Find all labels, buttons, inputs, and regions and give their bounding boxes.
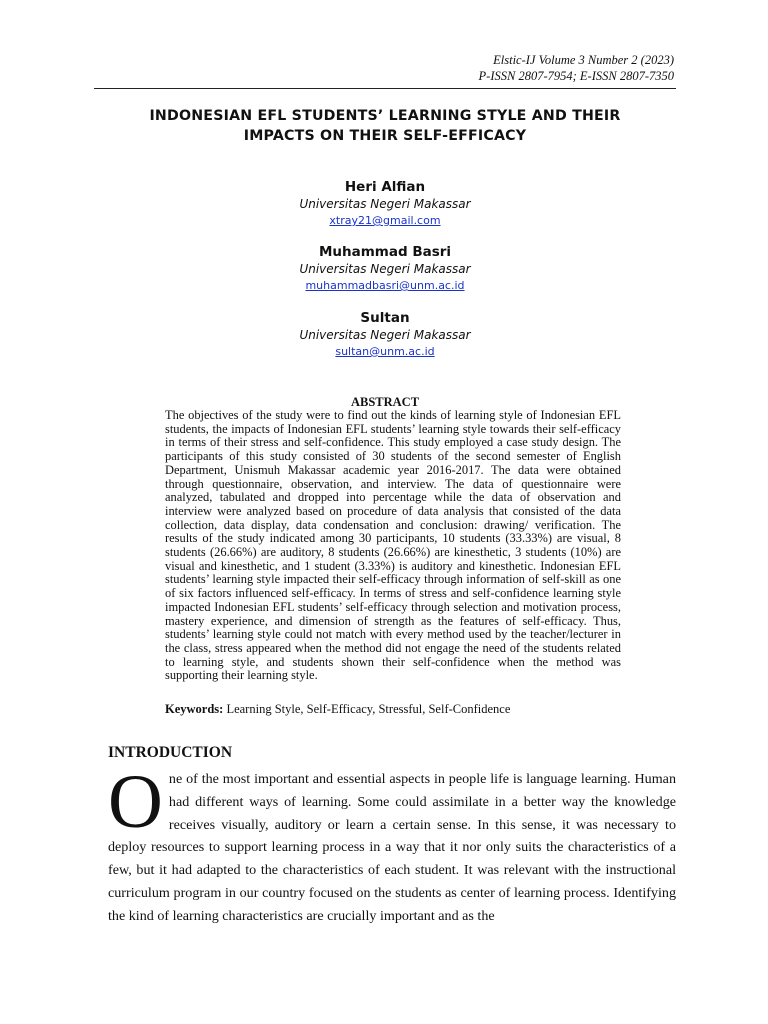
title-line-2: IMPACTS ON THEIR SELF-EFFICACY — [243, 128, 527, 144]
keywords-text: Learning Style, Self-Efficacy, Stressful, Self-Confidence — [223, 702, 511, 716]
title-line-1: INDONESIAN EFL STUDENTS’ LEARNING STYLE AND THEIR — [149, 108, 621, 124]
author-name: Heri Alfian — [344, 179, 426, 195]
drop-cap-letter: O — [108, 760, 163, 844]
keywords-label: Keywords: — [165, 702, 224, 716]
author-3 — [94, 309, 676, 360]
author-email-link[interactable]: xtray21@gmail.com — [329, 214, 441, 227]
header-divider — [94, 88, 676, 89]
journal-header — [479, 52, 674, 84]
author-1 — [94, 178, 676, 229]
keywords-line — [165, 702, 621, 717]
journal-volume-line: Elstic-IJ Volume 3 Number 2 (2023) — [493, 53, 674, 67]
abstract-heading: ABSTRACT — [350, 395, 420, 409]
author-2 — [94, 243, 676, 294]
introduction-body: ne of the most important and essential aspects in people life is language learning. Human had different ways of learning. Some could assimilate in a better way the knowledge receives visually, auditory or learn a certain sense. In this sense, it was necessary to deploy resources to support learning process in a way that it nor only suits the characteristics of a few, but it had adapted to the characteristics of each student. It was relevant with the instructional curriculum program in our country focused on the students as center of learning process. Identifying the kind of learning characteristics are crucially important and as the — [108, 771, 676, 924]
paper-title — [94, 106, 676, 146]
author-name: Muhammad Basri — [318, 244, 452, 260]
abstract-body: The objectives of the study were to find out the kinds of learning style of Indonesian EFL students, the impacts of Indonesian EFL students’ learning style towards their self-efficacy in terms of their stress and self-confidence. This study employed a case study design. The participants of this study consisted of 30 students of the second semester of English Department, Unismuh Makassar academic year 2016-2017. The data were obtained through questionnaire, observation, and interview. The data of questionnaire were analyzed, tabulated and dropped into percentage while the data of observation and interview were analyzed based on procedure of data analysis that consisted of the data collection, data display, data condensation and conclusion: drawing/ verification. The results of the study indicated among 30 participants, 10 students (33.33%) are visual, 8 students (26.66%) are auditory, 8 students (26.66%) are kinesthetic, 3 students (10%) are visual and kinesthetic, and 1 student (3.33%) is auditory and kinesthetic. Indonesian EFL students’ learning style impacted their self-efficacy through information of self-skill as one of six factors influenced self-efficacy. In terms of stress and self-confidence learning style impacted Indonesian EFL students’ self-efficacy through selection and motivation process, mastery experience, and dimension of strength as the features of self-efficacy. Thus, students’ learning style could not match with every method used by the teacher/lecturer in the class, stress appeared when the method did not engage the need of the students related to learning style, and students shown their self-confidence when the method was supporting their learning style. — [165, 408, 621, 683]
author-affiliation: Universitas Negeri Makassar — [299, 328, 471, 342]
author-name: Sultan — [360, 310, 410, 326]
introduction-paragraph — [108, 760, 676, 928]
author-affiliation: Universitas Negeri Makassar — [299, 262, 471, 276]
issn-line: P-ISSN 2807-7954; E-ISSN 2807-7350 — [478, 69, 674, 83]
author-affiliation: Universitas Negeri Makassar — [299, 197, 471, 211]
author-email-link[interactable]: sultan@unm.ac.id — [335, 345, 435, 358]
author-email-link[interactable]: muhammadbasri@unm.ac.id — [305, 279, 465, 292]
introduction-heading: INTRODUCTION — [108, 744, 233, 761]
